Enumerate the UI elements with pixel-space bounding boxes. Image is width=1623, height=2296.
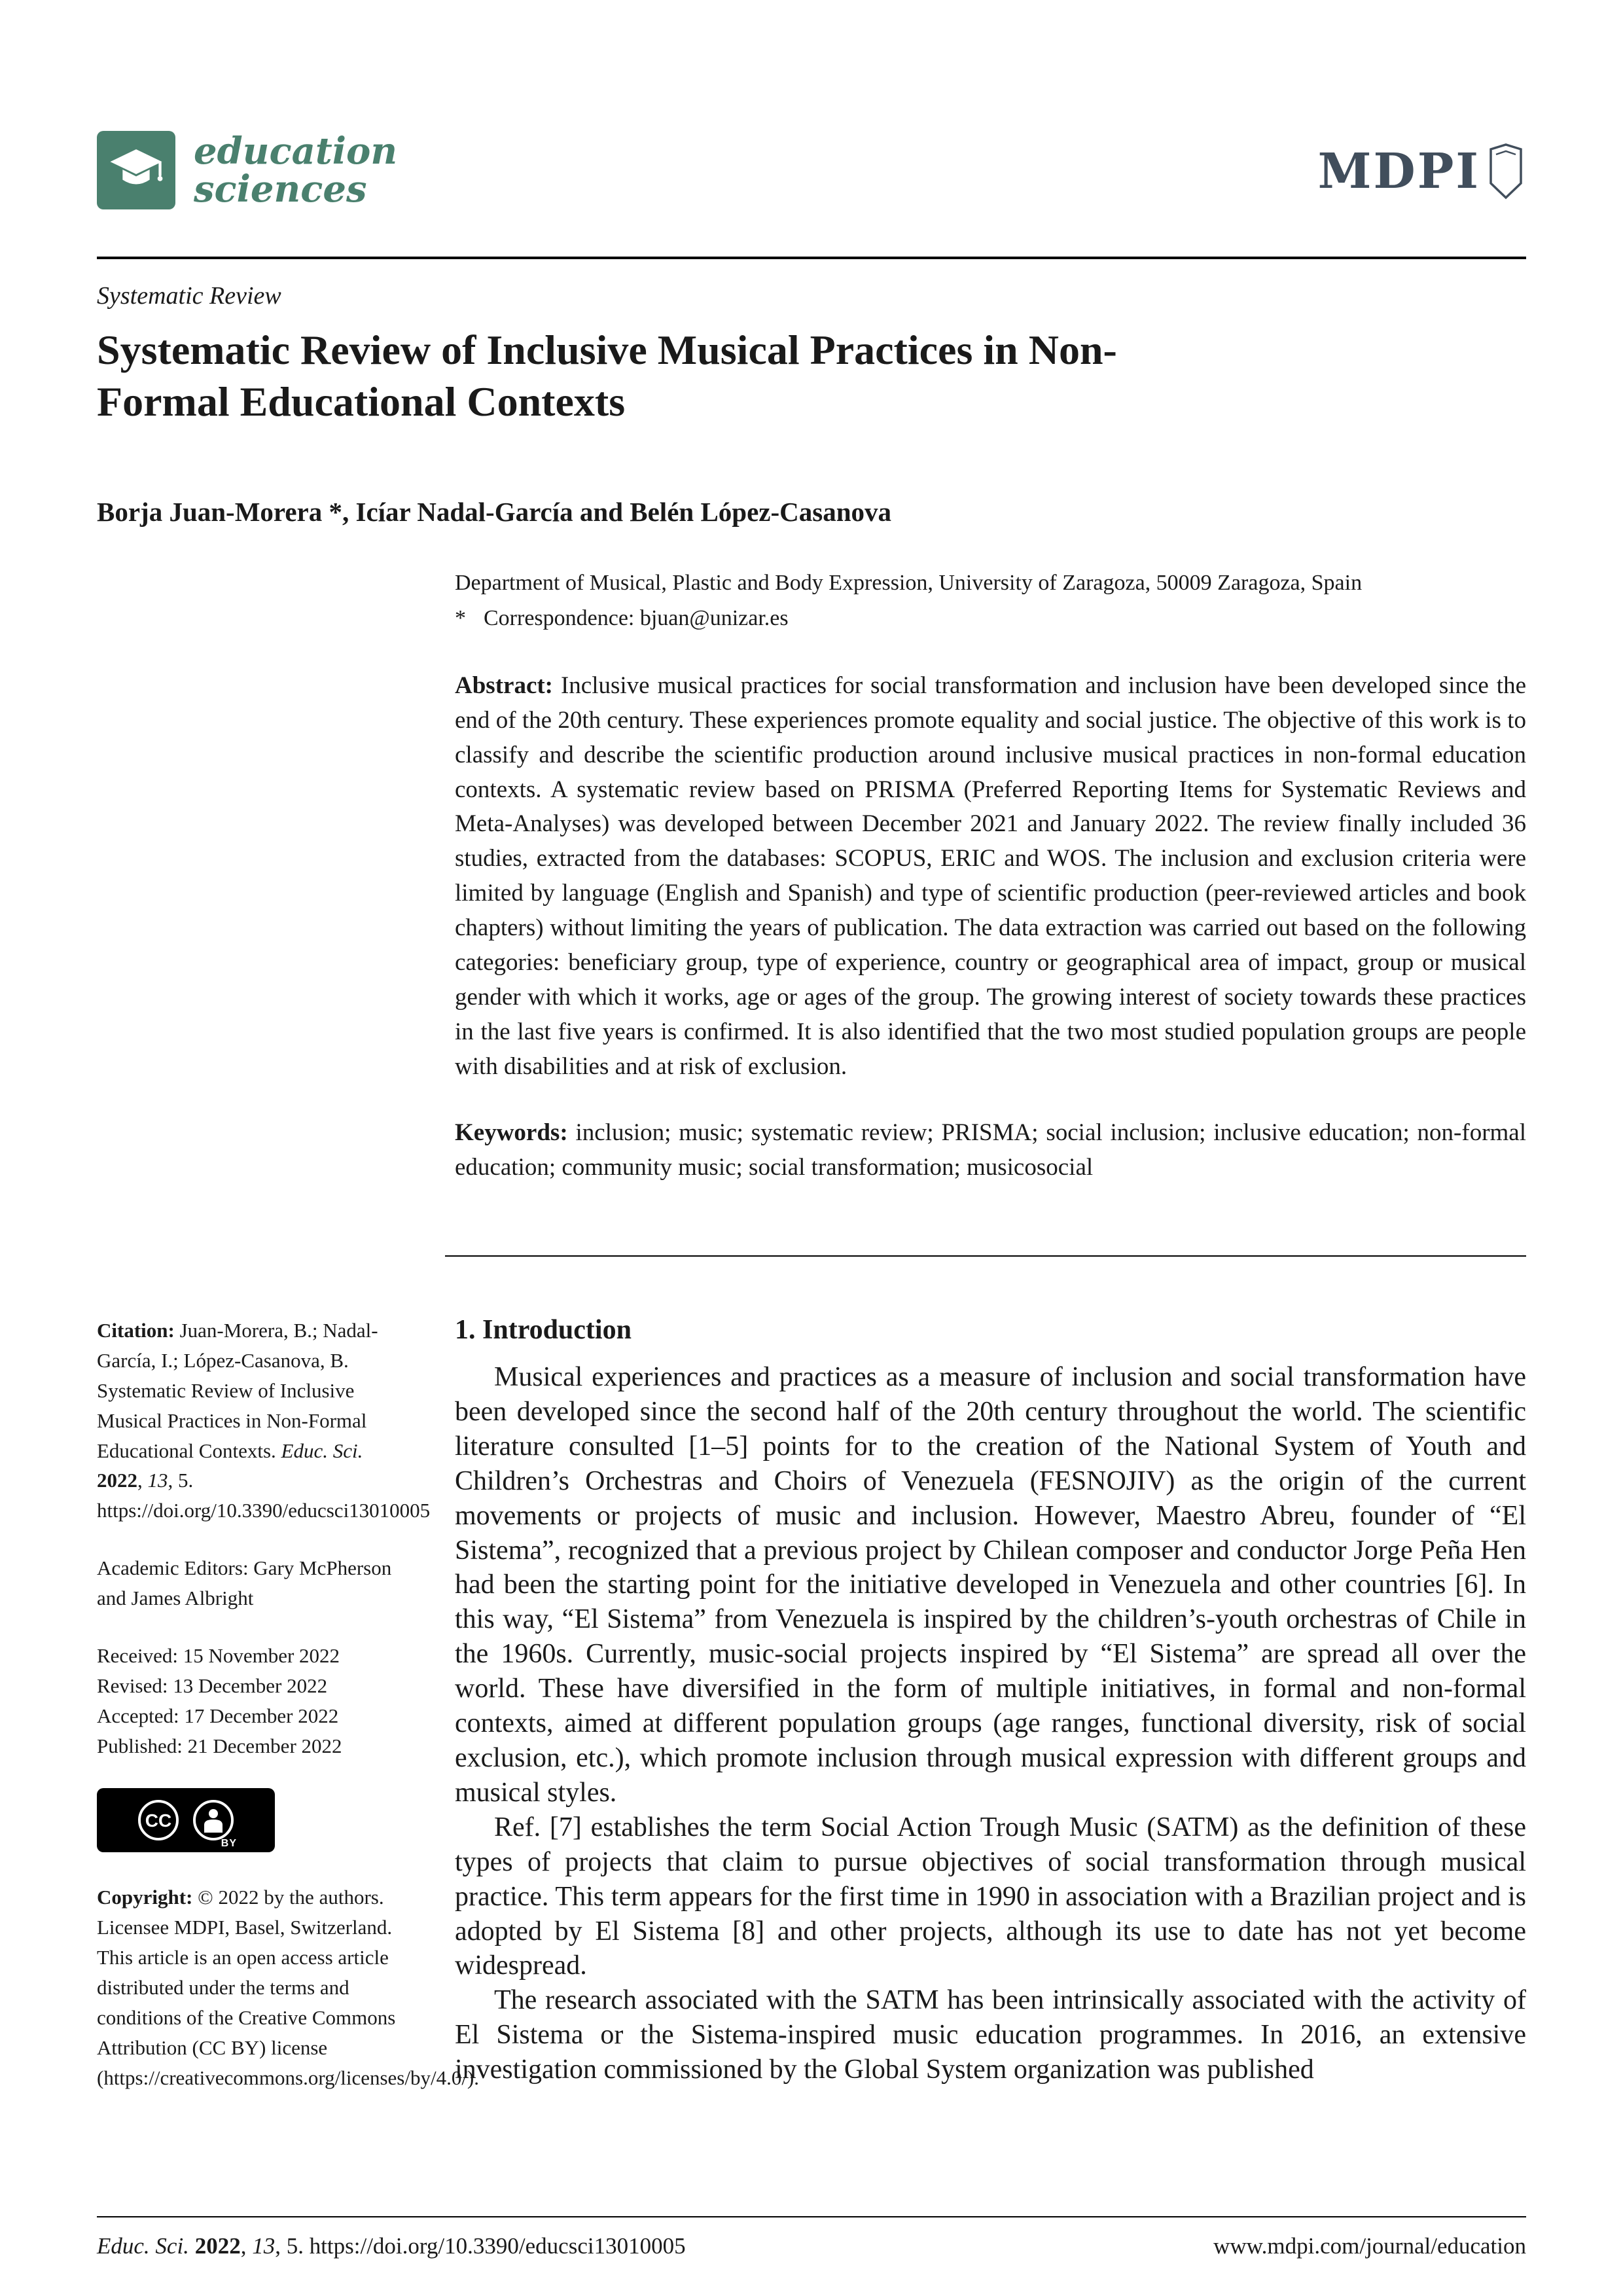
footer-doi[interactable]: , 5. https://doi.org/10.3390/educsci13010005 <box>275 2233 686 2259</box>
citation-volume: 13 <box>147 1469 168 1492</box>
keywords-paragraph <box>455 1116 1526 1185</box>
affiliation: Department of Musical, Plastic and Body Expression, University of Zaragoza, 50009 Zaragoza, Spain <box>455 571 1363 595</box>
keywords-label: Keywords: <box>455 1119 568 1146</box>
journal-logo <box>97 131 397 209</box>
academic-editors: Academic Editors: Gary McPherson and James Albright <box>97 1556 392 1609</box>
revised-date: Revised: 13 December 2022 <box>97 1674 328 1697</box>
section-heading-introduction: 1. Introduction <box>455 1315 632 1345</box>
keywords-text: inclusion; music; systematic review; PRISMA; social inclusion; inclusive education; non-formal education; community music; social transformation; musicosocial <box>455 1119 1527 1181</box>
footer-separator: , <box>240 2233 253 2259</box>
footer-citation <box>97 2233 686 2259</box>
graduation-cap-icon <box>97 131 175 209</box>
article-front-matter <box>455 568 1526 1185</box>
copyright-block <box>97 1882 480 2092</box>
keywords-divider <box>445 1255 1526 1257</box>
copyright-label: Copyright: <box>97 1886 193 1909</box>
header-divider <box>97 257 1526 259</box>
abstract-text: Inclusive musical practices for social transformation and inclusion have been developed since the end of the 20th century. These experiences promote equality and social justice. The objective of this work is to classify and describe the scientific production around inclusive musical practices in non-formal education contexts. A systematic review based on PRISMA (Preferred Reporting Items for Systematic Reviews and Meta-Analyses) was developed between December 2021 and January 2022. The review finally included 36 studies, extracted from the databases: SCOPUS, ERIC and WOS. The inclusion and exclusion criteria were limited by language (English and Spanish) and type of scientific production (peer-reviewed articles and book chapters) without limiting the years of publication. The data extraction was carried out based on the following categories: beneficiary group, type of experience, country or geographical area of impact, group or musical gender with which it works, age or ages of the group. The growing interest of society towards these practices in the last five years is confirmed. It is also identified that the two most studied population groups are people with disabilities and at risk of exclusion. <box>455 672 1527 1080</box>
citation-label: Citation: <box>97 1319 175 1342</box>
mdpi-logo <box>1318 143 1526 200</box>
journal-name <box>194 129 398 211</box>
article-type-label: Systematic Review <box>97 282 281 310</box>
copyright-text: © 2022 by the authors. Licensee MDPI, Basel, Switzerland. This article is an open access article distributed under the terms and conditions of the Creative Commons Attribution (CC BY) license (https://creativecommons.org/licenses/by/4.0/). <box>97 1886 480 2089</box>
intro-paragraph-2: Ref. [7] establishes the term Social Action Trough Music (SATM) as the definition of these types of projects that claim to pursue objectives of social transformation through musical practice. This term appears for the first time in 1990 in association with a Brazilian project and is adopted by El Sistema [8] and other projects, although its use to date has not yet become widespread. <box>455 1812 1526 1981</box>
article-body <box>455 1314 1526 2087</box>
article-title: Systematic Review of Inclusive Musical Practices in Non-Formal Educational Contexts <box>97 327 1117 425</box>
accepted-date: Accepted: 17 December 2022 <box>97 1704 339 1727</box>
journal-name-line2: sciences <box>194 168 367 211</box>
footer-journal: Educ. Sci. <box>97 2233 189 2259</box>
abstract-paragraph <box>455 669 1526 1085</box>
abstract-label: Abstract: <box>455 672 554 699</box>
correspondence-email[interactable]: Correspondence: bjuan@unizar.es <box>484 605 789 630</box>
footer-divider <box>97 2216 1526 2217</box>
cc-by-license-badge[interactable] <box>97 1788 275 1852</box>
published-date: Published: 21 December 2022 <box>97 1734 342 1757</box>
cc-icon: CC <box>138 1800 179 1840</box>
mdpi-book-icon <box>1486 143 1526 200</box>
footer-volume: 13 <box>252 2233 276 2259</box>
intro-paragraph-3: The research associated with the SATM has been intrinsically associated with the activity of El Sistema or the Sistema-inspired music education programmes. In 2016, an extensive investigation commissioned by the Global System organization was published <box>455 1985 1526 2085</box>
citation-block <box>97 1316 431 1526</box>
footer-journal-url[interactable]: www.mdpi.com/journal/education <box>1213 2233 1526 2259</box>
mdpi-wordmark: MDPI <box>1317 143 1480 200</box>
intro-paragraph-1: Musical experiences and practices as a measure of inclusion and social transformation have been developed since the second half of the 20th century throughout the world. The scientific literature consulted [1–5] points for to the creation of the National System of Youth and Children’s Orchestras and Choirs of Venezuela (FESNOJIV) as the origin of the current movements or projects of music and inclusion. However, Maestro Abreu, founder of “El Sistema”, recognized that a previous project by Chilean composer and conductor Jorge Peña Hen had been the starting point for the initiative developed in Venezuela and other countries [6]. In this way, “El Sistema” from Venezuela is inspired by the children’s-youth orchestras of Chile in the 1960s. Currently, music-social projects inspired by “El Sistema” are spread all over the world. These have diversified in the form of multiple initiatives, in formal and non-formal contexts, aimed at different population groups (age ranges, functional diversity, risk of social exclusion, etc.), which promote inclusion through musical expression with different groups and musical styles. <box>455 1362 1526 1808</box>
citation-doi[interactable]: , 5. https://doi.org/10.3390/educsci13010005 <box>97 1469 431 1522</box>
by-label: BY <box>221 1837 237 1849</box>
received-date: Received: 15 November 2022 <box>97 1643 340 1667</box>
correspondence-line <box>455 603 1526 634</box>
citation-year: 2022 <box>97 1469 137 1492</box>
article-history <box>97 1641 411 1761</box>
citation-text: Juan-Morera, B.; Nadal-García, I.; López-Casanova, B. Systematic Review of Inclusive Musical Practices in Non-Formal Educational Contexts. <box>97 1319 378 1462</box>
sidebar <box>97 1316 480 2121</box>
person-icon <box>193 1800 234 1840</box>
citation-journal: Educ. Sci. <box>281 1439 363 1462</box>
journal-name-line1: education <box>194 129 398 173</box>
footer-year: 2022 <box>194 2233 241 2259</box>
citation-separator: , <box>137 1469 148 1492</box>
correspondence-marker: * <box>455 605 466 630</box>
page-footer <box>97 2233 1526 2259</box>
author-list: Borja Juan-Morera *, Icíar Nadal-García and Belén López-Casanova <box>97 497 892 527</box>
